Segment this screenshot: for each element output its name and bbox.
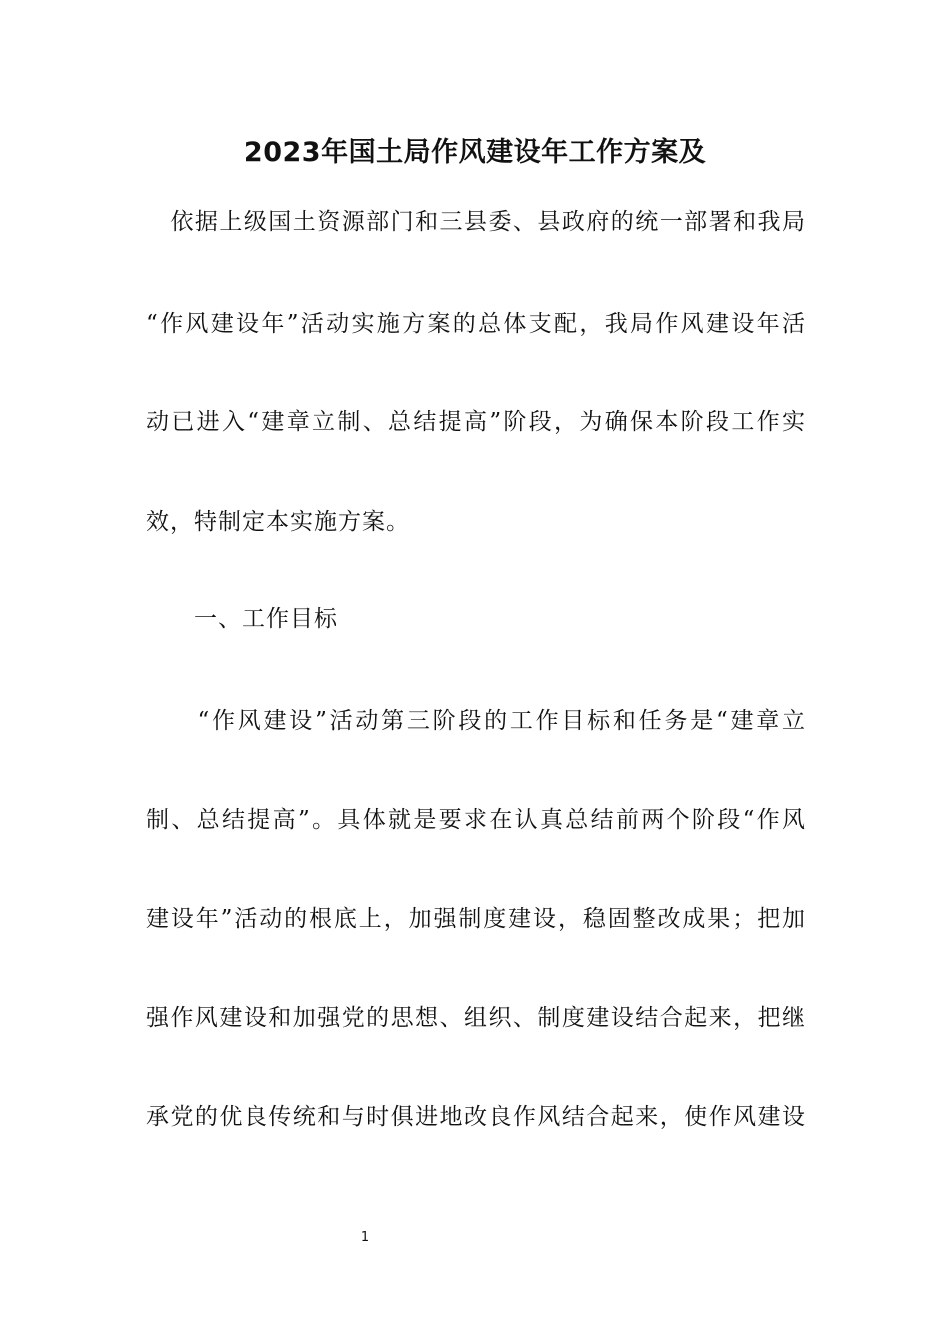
paragraph-line: 强作风建设和加强党的思想、组织、制度建设结合起来，把继 xyxy=(146,1005,806,1031)
paragraph-line: 动已进入“建章立制、总结提高”阶段，为确保本阶段工作实 xyxy=(146,409,806,435)
paragraph-line: “作风建设年”活动实施方案的总体支配，我局作风建设年活 xyxy=(146,311,806,337)
page-number: 1 xyxy=(360,1230,370,1245)
paragraph-line: “作风建设”活动第三阶段的工作目标和任务是“建章立 xyxy=(146,708,806,734)
section-heading: 一、工作目标 xyxy=(146,606,338,632)
paragraph-line: 效，特制定本实施方案。 xyxy=(146,509,410,535)
paragraph-line: 建设年”活动的根底上，加强制度建设，稳固整改成果；把加 xyxy=(146,906,806,932)
paragraph-line: 制、总结提高”。具体就是要求在认真总结前两个阶段“作风 xyxy=(146,807,806,833)
document-title: 2023年国土局作风建设年工作方案及 xyxy=(243,137,707,168)
paragraph-line: 承党的优良传统和与时俱进地改良作风结合起来，使作风建设 xyxy=(146,1104,806,1130)
paragraph-line: 依据上级国土资源部门和三县委、县政府的统一部署和我局 xyxy=(146,209,806,235)
